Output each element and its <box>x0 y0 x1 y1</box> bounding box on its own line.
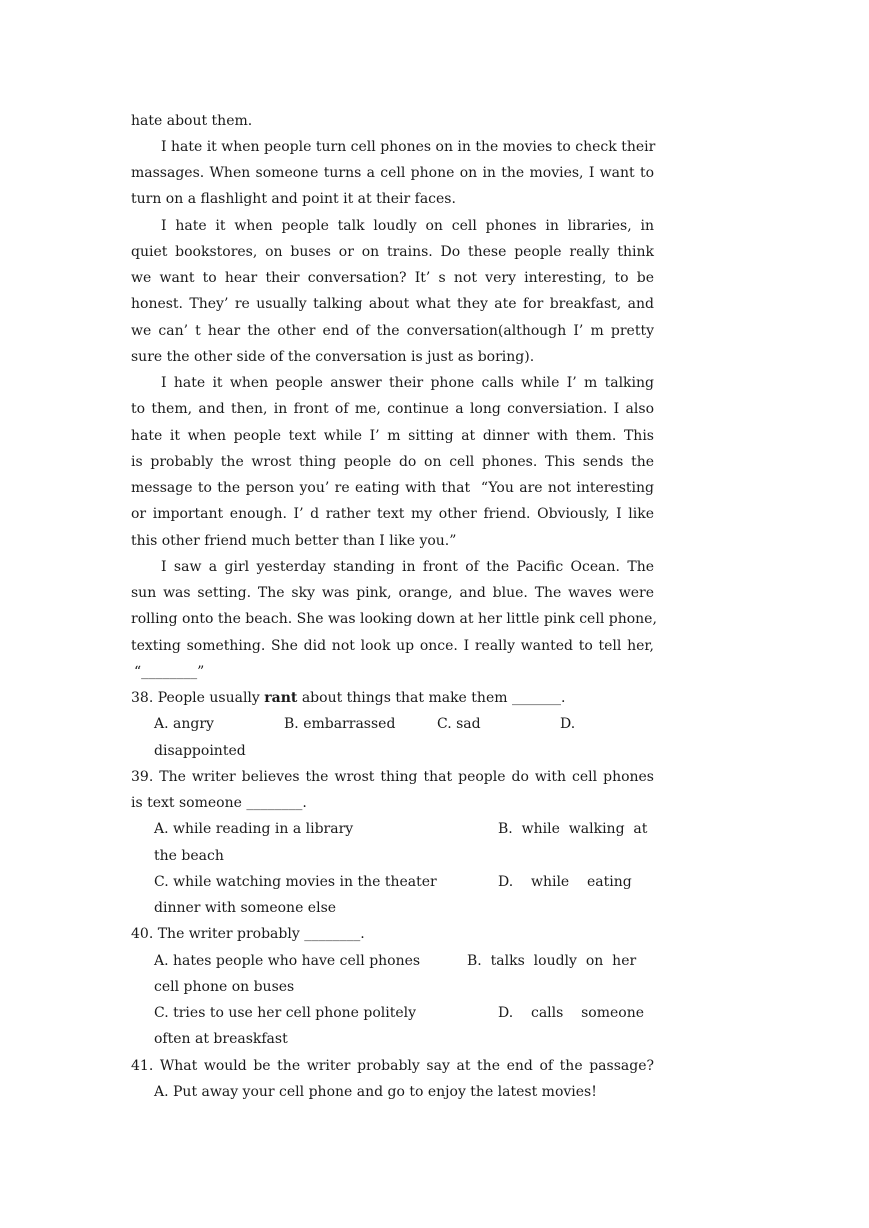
passage-line: rolling onto the beach. She was looking down at her little pink cell phone, <box>131 611 657 627</box>
q39-option-b-cont: the beach <box>154 848 224 864</box>
question-41-stem: 41. What would be the writer probably say at the end of the passage? <box>131 1058 654 1074</box>
q39-option-b: B. while walking at <box>498 821 648 837</box>
q38-option-d-cont: disappointed <box>154 743 246 759</box>
passage-line: to them, and then, in front of me, continue a long conversiation. I also <box>131 401 654 417</box>
passage-line: or important enough. I’ d rather text my other friend. Obviously, I like <box>131 506 654 522</box>
passage-line: turn on a flashlight and point it at their faces. <box>131 191 456 207</box>
passage-line: hate about them. <box>131 113 253 129</box>
passage-line: quiet bookstores, on buses or on trains. Do these people really think <box>131 244 654 260</box>
q39-option-d: D. while eating <box>498 874 632 890</box>
q38-option-c: C. sad <box>437 716 481 732</box>
passage-line: I hate it when people answer their phone calls while I’ m talking <box>161 375 654 391</box>
q40-option-b: B. talks loudly on her <box>467 953 637 969</box>
q40-option-b-cont: cell phone on buses <box>154 979 295 995</box>
q38-option-b: B. embarrassed <box>284 716 396 732</box>
q40-option-d-cont: often at breaskfast <box>154 1031 288 1047</box>
passage-line: message to the person you’ re eating with that “You are not interesting <box>131 480 654 496</box>
q38-option-d: D. <box>560 716 576 732</box>
passage-line: honest. They’ re usually talking about what they ate for breakfast, and <box>131 296 654 312</box>
passage-line: massages. When someone turns a cell phone on in the movies, I want to <box>131 165 654 181</box>
passage-line: sun was setting. The sky was pink, orange, and blue. The waves were <box>131 585 654 601</box>
question-40-stem: 40. The writer probably ________. <box>131 926 365 942</box>
passage-line: hate it when people text while I’ m sitting at dinner with them. This <box>131 428 654 444</box>
q39-option-c: C. while watching movies in the theater <box>154 874 437 890</box>
q39-option-a: A. while reading in a library <box>154 821 354 837</box>
passage-line: texting something. She did not look up once. I really wanted to tell her, <box>131 638 654 654</box>
passage-line: we can’ t hear the other end of the conversation(although I’ m pretty <box>131 323 654 339</box>
question-38-stem: 38. People usually rant about things that make them _______. <box>131 690 566 706</box>
q38-option-a: A. angry <box>154 716 214 732</box>
passage-line: this other friend much better than I like you.” <box>131 533 457 549</box>
passage-line: is probably the wrost thing people do on cell phones. This sends the <box>131 454 654 470</box>
q41-option-a: A. Put away your cell phone and go to enjoy the latest movies! <box>154 1084 597 1100</box>
q39-option-d-cont: dinner with someone else <box>154 900 337 916</box>
passage-line: sure the other side of the conversation is just as boring). <box>131 349 535 365</box>
passage-line: I hate it when people turn cell phones on in the movies to check their <box>161 139 656 155</box>
q40-option-c: C. tries to use her cell phone politely <box>154 1005 417 1021</box>
question-39-stem: 39. The writer believes the wrost thing that people do with cell phones <box>131 769 654 785</box>
passage-line: we want to hear their conversation? It’ s not very interesting, to be <box>131 270 654 286</box>
passage-line: I hate it when people talk loudly on cell phones in libraries, in <box>161 218 654 234</box>
bold-word: rant <box>264 690 298 706</box>
q40-option-a: A. hates people who have cell phones <box>154 953 421 969</box>
question-39-stem: is text someone ________. <box>131 795 307 811</box>
passage-line: I saw a girl yesterday standing in front of the Pacific Ocean. The <box>161 559 654 575</box>
q40-option-d: D. calls someone <box>498 1005 645 1021</box>
passage-line: “________” <box>134 664 205 680</box>
